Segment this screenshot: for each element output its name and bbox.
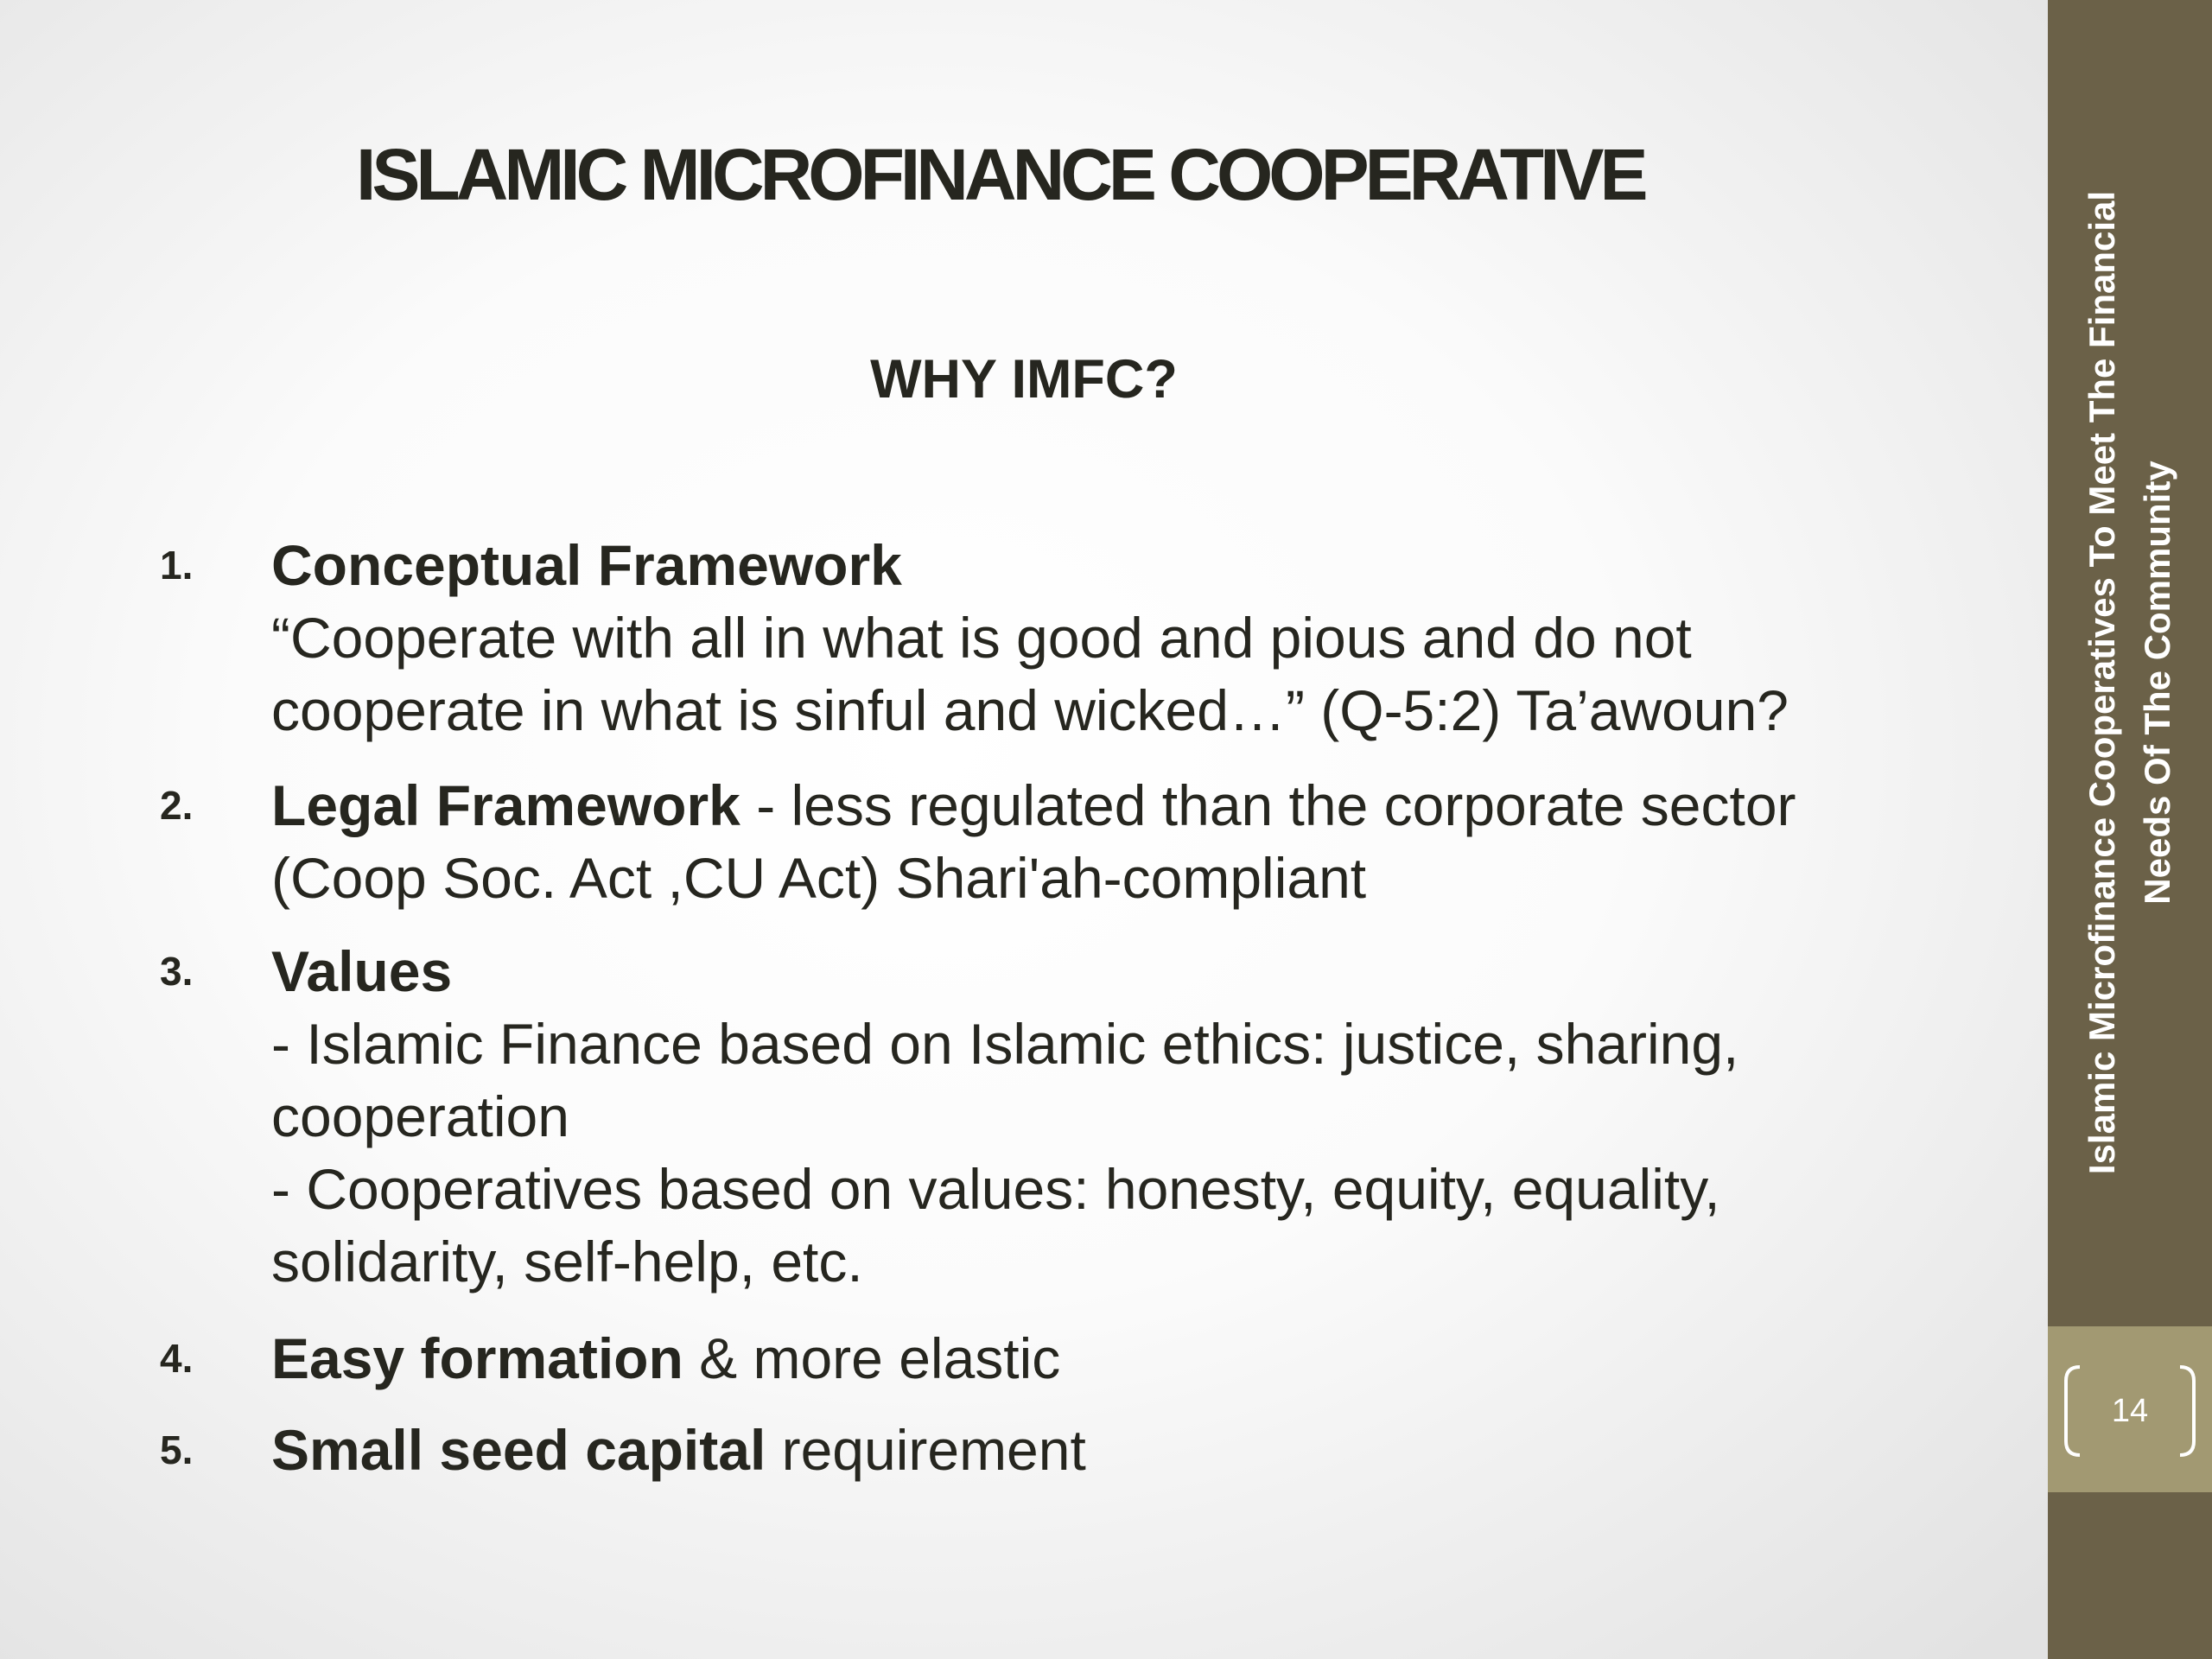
point-text-line: “Cooperate with all in what is good and pious and do not <box>271 606 1692 670</box>
point-lead: Conceptual Framework <box>271 533 902 597</box>
point-lead: Legal Framework <box>271 773 741 837</box>
sidebar-vertical-title <box>2075 95 2185 1270</box>
point-number: 2. <box>160 783 194 828</box>
point-heading-line <box>271 935 1965 1007</box>
slide-subtitle: WHY IMFC? <box>870 349 1178 410</box>
point-heading-line <box>271 769 1965 842</box>
sidebar-title-line: Needs Of The Community <box>2137 461 2177 905</box>
point-heading-line <box>271 529 1965 601</box>
point-lead: Small seed capital <box>271 1418 766 1482</box>
point-text-line: solidarity, self-help, etc. <box>271 1230 863 1294</box>
point-number: 3. <box>160 949 194 994</box>
point-lead-suffix: - less regulated than the corporate sector <box>740 773 1796 837</box>
point-lead-suffix: & more elastic <box>683 1326 1061 1390</box>
point-text-line: cooperate in what is sinful and wicked…” (Q-5:2) Ta’awoun? <box>271 678 1789 742</box>
point-number: 1. <box>160 543 194 588</box>
point-body <box>271 1322 1965 1395</box>
sidebar-title-line: Islamic Microfinance Cooperatives To Meet The Financial <box>2082 190 2122 1175</box>
point-lead: Easy formation <box>271 1326 683 1390</box>
point-text-line: - Islamic Finance based on Islamic ethics: justice, sharing, <box>271 1012 1739 1076</box>
point-lead: Values <box>271 939 453 1003</box>
point-body <box>271 935 1965 1298</box>
point-body <box>271 769 1965 914</box>
point-lead-suffix: requirement <box>766 1418 1086 1482</box>
point-text-line: cooperation <box>271 1084 569 1148</box>
slide-title: ISLAMIC MICROFINANCE COOPERATIVE <box>356 134 1644 215</box>
point-body <box>271 529 1965 747</box>
point-text-line: (Coop Soc. Act ,CU Act) Shari'ah-compliant <box>271 846 1367 910</box>
point-heading-line <box>271 1322 1965 1395</box>
point-number: 5. <box>160 1427 194 1472</box>
point-body <box>271 1414 1965 1486</box>
point-text-line: - Cooperatives based on values: honesty, equity, equality, <box>271 1157 1720 1221</box>
point-heading-line <box>271 1414 1965 1486</box>
slide-number: 14 <box>2111 1393 2149 1429</box>
point-number: 4. <box>160 1336 194 1381</box>
